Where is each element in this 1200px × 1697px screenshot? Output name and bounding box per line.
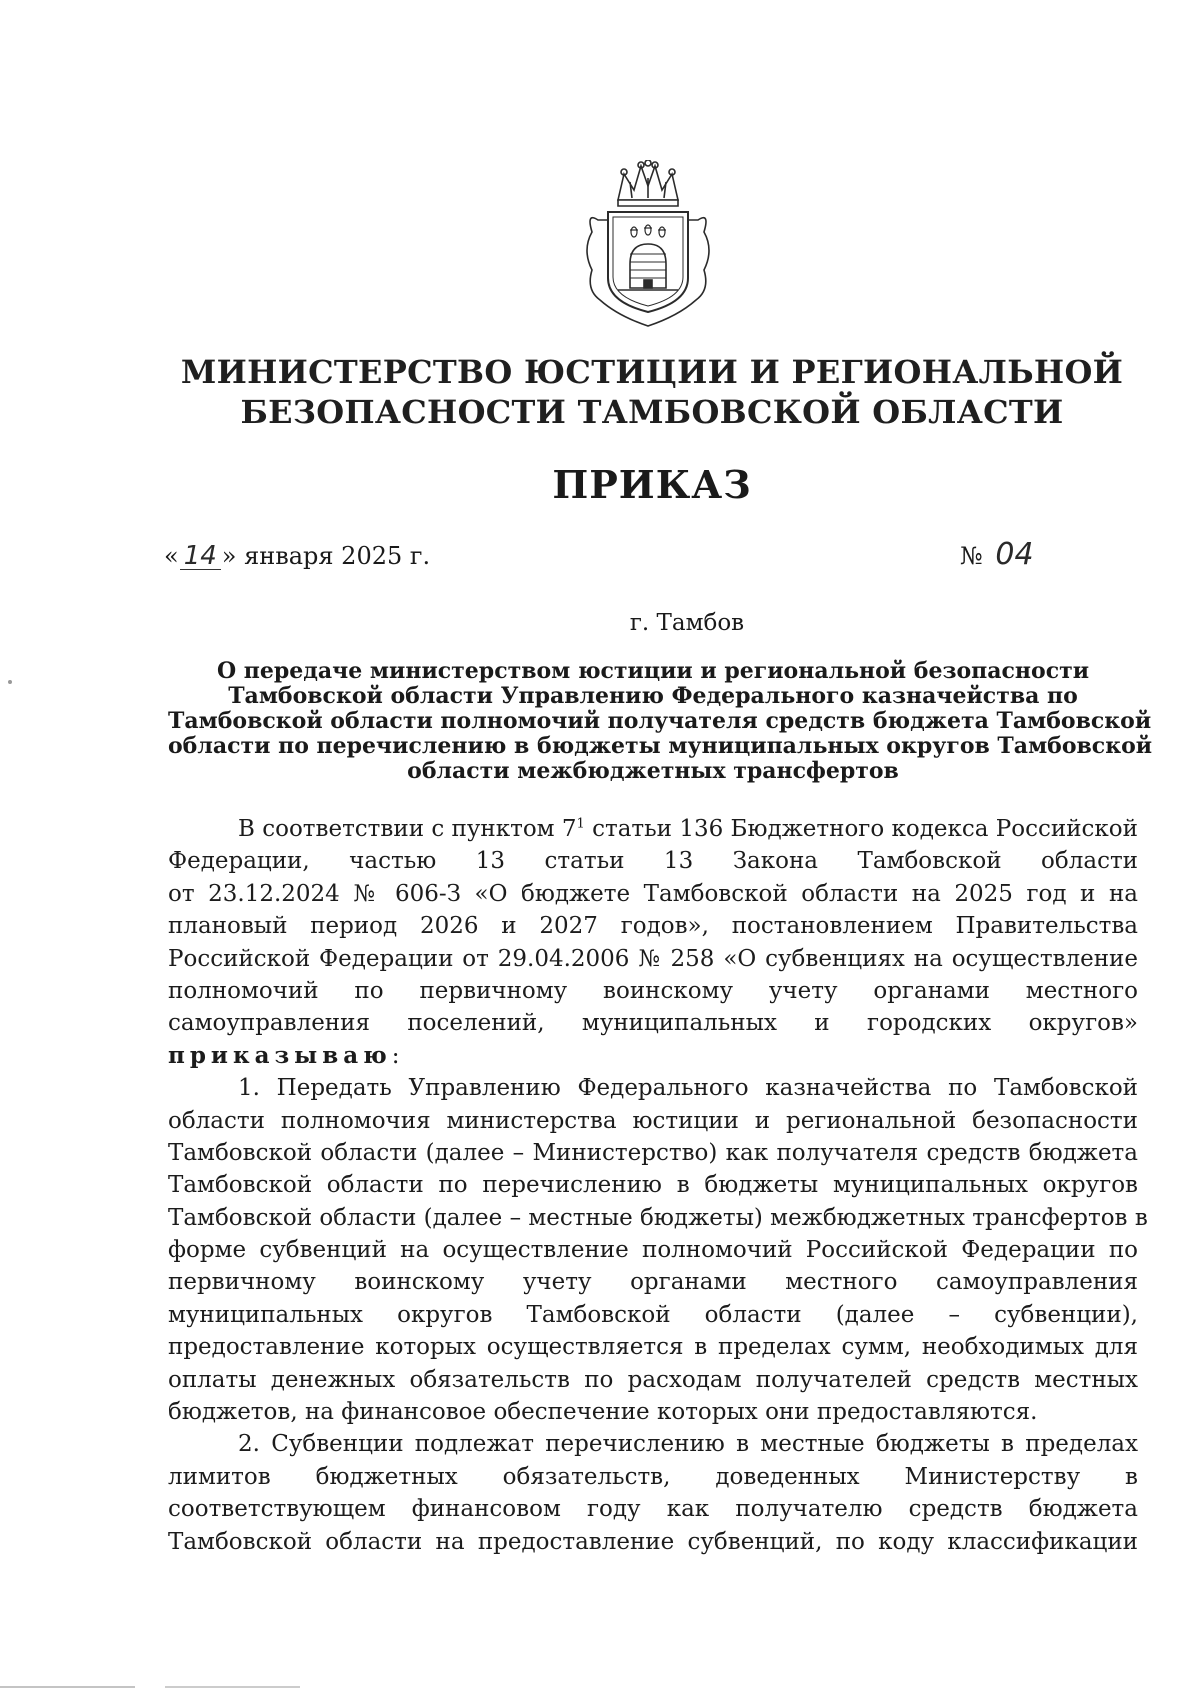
item-2-line: лимитов бюджетных обязательств, доведенных Министерству в xyxy=(168,1463,1138,1490)
order-subject xyxy=(168,658,1153,784)
subject-line: области межбюджетных трансфертов xyxy=(407,758,899,784)
preamble-text: статьи 136 Бюджетного кодекса Российской xyxy=(584,816,1138,842)
item-1-line: бюджетов, на финансовое обеспечение которых они предоставляются. xyxy=(168,1399,1038,1426)
city-label: г. Тамбов xyxy=(629,610,745,636)
item-2-line: соответствующем финансовом году как получателю средств бюджета xyxy=(168,1496,1138,1523)
item-1-line: предоставление которых осуществляется в пределах сумм, необходимых для xyxy=(168,1334,1138,1361)
order-body xyxy=(168,813,1148,1558)
preamble-line: Федерации, частью 13 статьи 13 Закона Тамбовской области xyxy=(168,848,1138,875)
tambov-coat-of-arms-icon xyxy=(578,160,718,332)
order-directive xyxy=(168,1040,1138,1072)
order-colon: : xyxy=(391,1042,400,1069)
order-date xyxy=(164,540,430,572)
subject-line: О передаче министерством юстиции и региональной безопасности xyxy=(216,658,1090,684)
ministry-heading xyxy=(120,352,1184,432)
date-day-handwritten: 14 xyxy=(180,543,221,570)
ministry-heading-line-2: БЕЗОПАСНОСТИ ТАМБОВСКОЙ ОБЛАСТИ xyxy=(240,393,1064,431)
order-word: приказываю xyxy=(168,1041,392,1069)
ministry-heading-line-1: МИНИСТЕРСТВО ЮСТИЦИИ И РЕГИОНАЛЬНОЙ xyxy=(180,353,1124,391)
item-1-line: Тамбовской области (далее – местные бюджеты) межбюджетных трансфертов в xyxy=(168,1204,1148,1231)
subject-line: области по перечислению в бюджеты муниципальных округов Тамбовской xyxy=(168,733,1153,759)
item-1-line: области полномочия министерства юстиции и региональной безопасности xyxy=(168,1107,1138,1134)
preamble-text: В соответствии с пунктом 7 xyxy=(238,816,577,842)
item-1-line: форме субвенций на осуществление полномочий Российской Федерации по xyxy=(168,1237,1138,1264)
order-number xyxy=(960,537,1039,572)
scan-edge-artifact xyxy=(0,1686,300,1688)
item-1-line: Тамбовской области (далее – Министерство) как получателя средств бюджета xyxy=(168,1139,1138,1166)
preamble-line: плановый период 2026 и 2027 годов», постановлением Правительства xyxy=(168,913,1138,940)
date-rest: » января 2025 г. xyxy=(221,542,431,570)
subject-line: Тамбовской области Управлению Федерального казначейства по xyxy=(228,683,1078,709)
scan-speck xyxy=(8,680,12,684)
item-1-line: 1. Передать Управлению Федерального казначейства по Тамбовской xyxy=(238,1075,1138,1102)
item-1-line: муниципальных округов Тамбовской области (далее – субвенции), xyxy=(168,1301,1138,1328)
superscript: 1 xyxy=(576,816,585,832)
item-1-line: первичному воинскому учету органами местного самоуправления xyxy=(168,1269,1138,1296)
preamble-line: Российской Федерации от 29.04.2006 № 258 «О субвенциях на осуществление xyxy=(168,945,1138,972)
date-open-quote: « xyxy=(164,542,179,570)
preamble-line: от 23.12.2024 № 606-З «О бюджете Тамбовской области на 2025 год и на xyxy=(168,880,1138,907)
item-1-line: Тамбовской области по перечислению в бюджеты муниципальных округов xyxy=(168,1172,1138,1199)
item-1-line: оплаты денежных обязательств по расходам получателей средств местных xyxy=(168,1366,1138,1393)
number-value-handwritten: 04 xyxy=(995,537,1034,572)
preamble-line: самоуправления поселений, муниципальных и городских округов» xyxy=(168,1010,1138,1037)
number-prefix: № xyxy=(960,542,983,570)
preamble-line xyxy=(168,813,1138,845)
preamble-line: полномочий по первичному воинскому учету органами местного xyxy=(168,977,1138,1004)
subject-line: Тамбовской области полномочий получателя средств бюджета Тамбовской xyxy=(168,708,1152,734)
item-2-line: Тамбовской области на предоставление субвенций, по коду классификации xyxy=(168,1528,1138,1555)
document-type-title: ПРИКАЗ xyxy=(552,462,752,507)
item-2-line: 2. Субвенции подлежат перечислению в местные бюджеты в пределах xyxy=(238,1431,1138,1458)
